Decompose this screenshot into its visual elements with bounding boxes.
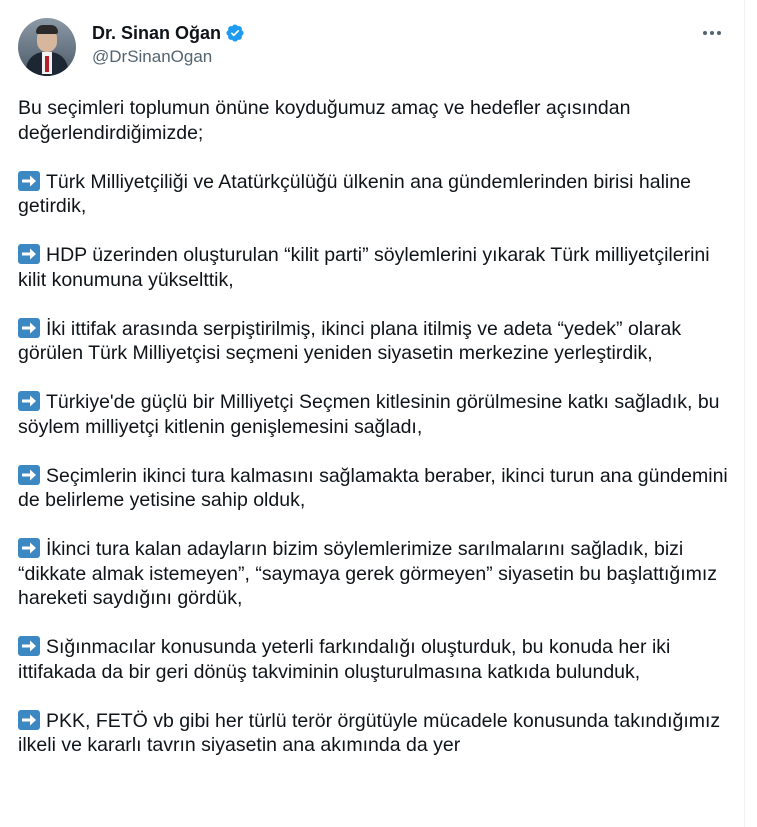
tweet-item-text: Seçimlerin ikinci tura kalmasını sağlamakta beraber, ikinci turun ana gündemini de belirleme yetisine sahip olduk, [18,464,728,511]
right-arrow-emoji-icon [18,465,40,485]
tweet-item-text: Türk Milliyetçiliği ve Atatürkçülüğü ülkenin ana gündemlerinden birisi haline getirdik, [18,170,691,217]
right-arrow-emoji-icon [18,391,40,411]
right-arrow-emoji-icon [18,244,40,264]
more-dot [717,31,721,35]
author-display-name[interactable] [92,22,245,44]
tweet-header [18,18,726,80]
tweet-item [18,709,730,758]
avatar-hair [36,25,58,34]
tweet-item [18,317,730,366]
tweet-item [18,390,730,439]
right-arrow-emoji-icon [18,171,40,191]
tweet-item-text: PKK, FETÖ vb gibi her türlü terör örgütüyle mücadele konusunda takındığımız ilkeli ve kararlı tavrın siyasetin ana akımında da yer [18,709,721,756]
more-options-icon[interactable] [698,22,726,44]
right-arrow-emoji-icon [18,636,40,656]
tweet-item-text: Sığınmacılar konusunda yeterli farkındalığı oluşturduk, bu konuda her iki ittifakada da bir geri dönüş takviminin oluşturulmasına katkıda bulunduk, [18,636,671,683]
verified-badge-icon[interactable] [225,23,245,43]
right-arrow-emoji-icon [18,538,40,558]
tweet-item-text: İkinci tura kalan adayların bizim söylemlerimize sarılmalarını sağladık, bizi “dikkate almak istemeyen”, “saymaya gerek görmeyen” siyasetin bu başlattığımız hareketi saydığını gördük, [18,538,718,609]
avatar-tie [45,56,49,72]
tweet-item-text: İki ittifak arasında serpiştirilmiş, ikinci plana itilmiş ve adeta “yedek” olarak görülen Türk Milliyetçisi seçmeni yeniden siyasetin merkezine yerleştirdik, [18,317,682,364]
tweet-item [18,170,730,219]
tweet-item [18,635,730,684]
tweet-text [18,96,730,782]
author-display-name-text[interactable]: Dr. Sinan Oğan [92,23,222,43]
tweet-intro: Bu seçimleri toplumun önüne koyduğumuz amaç ve hedefler açısından değerlendirdiğimizde; [18,97,631,144]
more-dot [710,31,714,35]
tweet-item [18,243,730,292]
author-handle[interactable]: @DrSinanOgan [92,47,213,66]
right-arrow-emoji-icon [18,710,40,730]
tweet-item [18,537,730,611]
author-names [92,22,245,68]
tweet-item-text: HDP üzerinden oluşturulan “kilit parti” söylemlerini yıkarak Türk milliyetçilerini kilit konumuna yükselttik, [18,244,710,291]
right-arrow-emoji-icon [18,318,40,338]
tweet-item [18,464,730,513]
author-avatar[interactable] [18,18,76,76]
tweet-items [18,170,730,758]
tweet-item-text: Türkiye'de güçlü bir Milliyetçi Seçmen kitlesinin görülmesine katkı sağladık, bu söylem milliyetçi kitlenin genişlemesini sağladı, [18,391,720,438]
more-dot [703,31,707,35]
